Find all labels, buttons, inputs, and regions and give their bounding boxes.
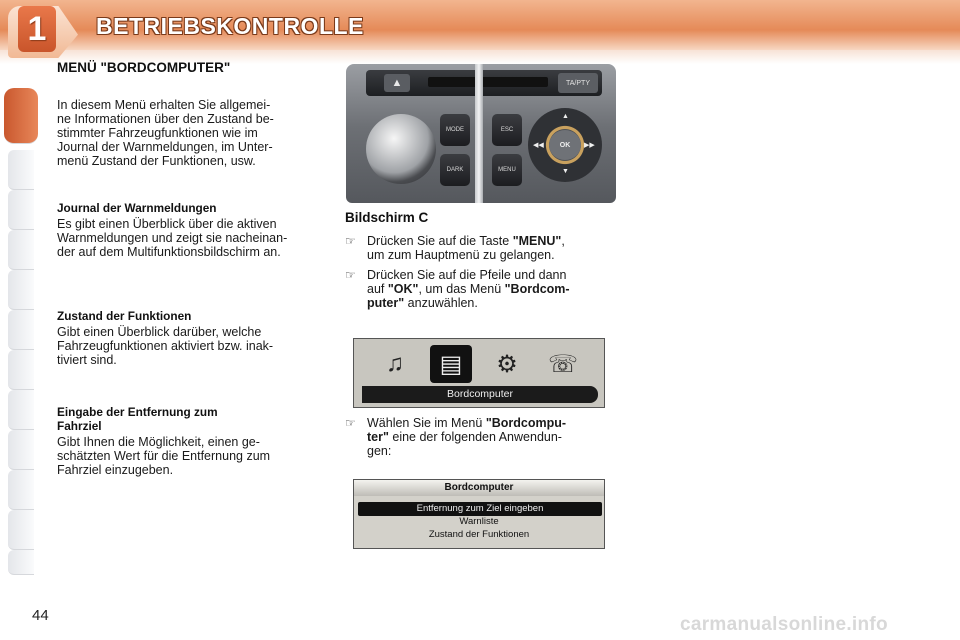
side-tab[interactable] xyxy=(8,470,34,510)
instruction-3 xyxy=(345,416,617,458)
instruction-1 xyxy=(345,234,617,262)
side-tab[interactable] xyxy=(8,230,34,270)
side-tab-strip xyxy=(8,70,34,575)
text-bold: ter" xyxy=(367,430,389,444)
dark-button: DARK xyxy=(440,154,470,186)
text-bold: "Bordcom- xyxy=(504,282,570,296)
ok-button: OK xyxy=(549,130,581,160)
tapty-button: TA/PTY xyxy=(558,73,598,93)
instruction-2 xyxy=(345,268,617,310)
status-paragraph xyxy=(57,325,327,367)
arrow-left-icon: ◀◀ xyxy=(533,142,544,149)
side-tab[interactable] xyxy=(8,430,34,470)
heading-line: Eingabe der Entfernung zum xyxy=(57,405,218,419)
submenu-item-status: Zustand der Funktionen xyxy=(428,529,530,540)
submenu-item-distance: Entfernung zum Ziel eingeben xyxy=(358,502,602,516)
side-tab[interactable] xyxy=(8,310,34,350)
side-tab[interactable] xyxy=(8,190,34,230)
text-line xyxy=(367,430,617,444)
text-line: ne Informationen über den Zustand be- xyxy=(57,112,274,126)
section-title: MENÜ "BORDCOMPUTER" xyxy=(57,60,231,75)
arrow-up-icon: ▲ xyxy=(562,113,569,120)
text-line: gen: xyxy=(367,444,392,458)
text-line: Es gibt einen Überblick über die aktiven xyxy=(57,217,277,231)
audio-icon: ♫ xyxy=(386,350,404,377)
arrow-down-icon: ▼ xyxy=(562,168,569,175)
cd-slot xyxy=(428,77,548,87)
console-divider xyxy=(475,64,483,203)
text-line: Drücken Sie auf die Pfeile und dann xyxy=(367,268,567,282)
selected-menu-label: Bordcomputer xyxy=(362,386,598,403)
journal-paragraph xyxy=(57,217,327,259)
text-line: Gibt Ihnen die Möglichkeit, einen ge- xyxy=(57,435,260,449)
text-bold: "Bordcompu- xyxy=(485,416,567,430)
esc-button: ESC xyxy=(492,114,522,146)
settings-icon: ⚙ xyxy=(496,350,518,378)
text-span: , xyxy=(561,234,565,248)
pointing-hand-icon: ☞ xyxy=(345,234,356,248)
text-line xyxy=(367,282,617,296)
right-column xyxy=(345,210,617,310)
text-line: menü Zustand der Funktionen, usw. xyxy=(57,154,256,168)
chapter-title: BETRIEBSKONTROLLE xyxy=(96,13,364,39)
volume-knob xyxy=(366,114,436,184)
text-span: Drücken Sie auf die Taste xyxy=(367,234,513,248)
pointing-hand-icon: ☞ xyxy=(345,268,356,282)
screen-c-heading: Bildschirm C xyxy=(345,210,429,225)
text-line: um zum Hauptmenü zu gelangen. xyxy=(367,248,555,262)
main-menu-screen xyxy=(353,338,605,408)
text-line: Fahrziel einzugeben. xyxy=(57,463,174,477)
text-bold: "MENU" xyxy=(512,234,562,248)
text-span: auf xyxy=(367,282,388,296)
side-tab[interactable] xyxy=(8,350,34,390)
page-number: 44 xyxy=(32,607,49,624)
left-column xyxy=(57,60,327,477)
text-line xyxy=(367,234,617,248)
side-tab[interactable] xyxy=(8,150,34,190)
submenu-title: Bordcomputer xyxy=(354,480,604,496)
text-line: Journal der Warnmeldungen, im Unter- xyxy=(57,140,273,154)
trip-computer-icon: ▤ xyxy=(430,345,472,383)
subheading-distance xyxy=(57,405,327,433)
side-tab[interactable] xyxy=(8,510,34,550)
text-line: Warnmeldungen und zeigt sie nacheinan- xyxy=(57,231,288,245)
side-tab[interactable] xyxy=(8,390,34,430)
text-line: Fahrzeugfunktionen aktiviert bzw. inak- xyxy=(57,339,274,353)
text-line: schätzten Wert für die Entfernung zum xyxy=(57,449,271,463)
text-span: anzuwählen. xyxy=(404,296,478,310)
heading-line: Fahrziel xyxy=(57,419,102,433)
trip-computer-screen xyxy=(353,479,605,549)
subheading-status: Zustand der Funktionen xyxy=(57,309,192,323)
text-span: eine der folgenden Anwendun- xyxy=(388,430,562,444)
chapter-number-badge xyxy=(18,6,56,52)
hazard-icon: ▲ xyxy=(384,74,410,92)
text-span: , um das Menü xyxy=(418,282,505,296)
menu-button: MENU xyxy=(492,154,522,186)
text-line: stimmter Fahrzeugfunktionen wie im xyxy=(57,126,258,140)
text-line: Gibt einen Überblick darüber, welche xyxy=(57,325,262,339)
text-line: tiviert sind. xyxy=(57,353,117,367)
side-tab[interactable] xyxy=(8,270,34,310)
pointing-hand-icon: ☞ xyxy=(345,416,356,430)
text-span: Wählen Sie im Menü xyxy=(367,416,486,430)
text-line: In diesem Menü erhalten Sie allgemei- xyxy=(57,98,271,112)
text-line xyxy=(367,416,617,430)
console-photo xyxy=(346,64,616,203)
text-bold: "OK" xyxy=(387,282,419,296)
chapter-number: 1 xyxy=(27,9,47,48)
text-line: der auf dem Multifunktionsbildschirm an. xyxy=(57,245,281,259)
subheading-journal: Journal der Warnmeldungen xyxy=(57,201,217,215)
watermark: carmanualsonline.info xyxy=(680,614,888,635)
right-column-lower xyxy=(345,416,617,458)
phone-icon: ☏ xyxy=(547,350,578,378)
side-tab-active[interactable] xyxy=(4,88,38,144)
text-line xyxy=(367,296,617,310)
distance-paragraph xyxy=(57,435,327,477)
submenu-item-warnings: Warnliste xyxy=(459,516,499,527)
arrow-right-icon: ▶▶ xyxy=(584,142,595,149)
text-bold: puter" xyxy=(367,296,405,310)
side-tab[interactable] xyxy=(8,550,34,575)
mode-button: MODE xyxy=(440,114,470,146)
intro-paragraph xyxy=(57,98,327,168)
